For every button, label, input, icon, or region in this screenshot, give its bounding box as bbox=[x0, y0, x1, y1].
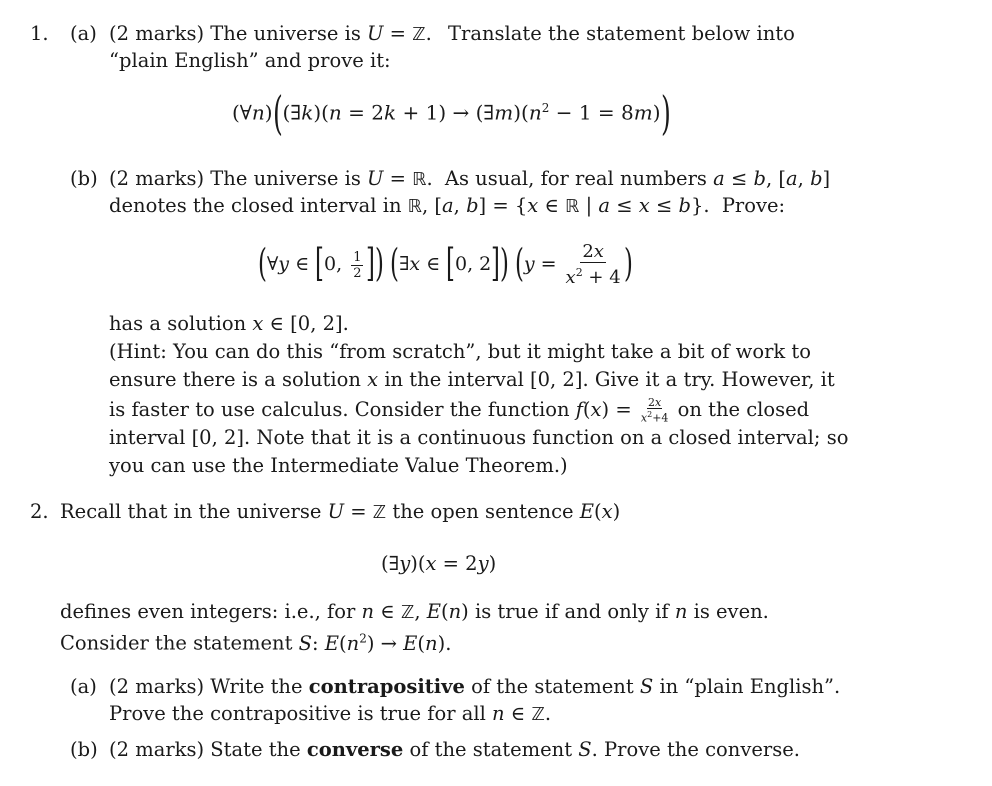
q1a-line2: “plain English” and prove it: bbox=[109, 49, 391, 72]
q2-intro: Recall that in the universe U = ℤ the open sentence E(x) bbox=[60, 500, 621, 523]
q1b-line1: (2 marks) The universe is U = ℝ. As usual, for real numbers a ≤ b, [a, b] bbox=[109, 167, 831, 190]
q1b-hint2: ensure there is a solution x in the interval [0, 2]. Give it a try. However, it bbox=[109, 368, 835, 391]
q2-defines: defines even integers: i.e., for n ∈ ℤ, E(n) is true if and only if n is even. bbox=[60, 600, 769, 623]
q1b-hint5: you can use the Intermediate Value Theorem.) bbox=[109, 454, 568, 477]
q1b-label: (b) bbox=[70, 167, 98, 190]
q1b-hint3: is faster to use calculus. Consider the function f(x) = $\frac{2x}{x^2+4}$ on the closed bbox=[109, 396, 810, 425]
q1b-line2: denotes the closed interval in ℝ, [a, b] = {x ∈ ℝ | a ≤ x ≤ b}. Prove: bbox=[109, 194, 786, 217]
q2-formula: (∃y)(x = 2y) bbox=[381, 552, 497, 575]
q1a-formula: (∀n)((∃k)(n = $2k + 1) \to (\exists m)(n^2 - 1 = 8m)$) bbox=[232, 85, 671, 140]
q1a-label: (a) bbox=[70, 22, 97, 45]
q1a-line1: (2 marks) The universe is U = ℤ. Translate the statement below into bbox=[109, 22, 795, 45]
q2a-line2: Prove the contrapositive is true for all n ∈ ℤ. bbox=[109, 702, 552, 725]
q2-consider: Consider the statement S: $E(n^2) \to E(n)$. bbox=[60, 631, 452, 655]
q1-number: 1. bbox=[30, 22, 49, 45]
q2a-label: (a) bbox=[70, 675, 97, 698]
q2b-label: (b) bbox=[70, 738, 98, 761]
q2b-line1: (2 marks) State the converse of the statement S. Prove the converse. bbox=[109, 738, 800, 761]
q1b-after: has a solution x ∈ [0, 2]. bbox=[109, 312, 349, 335]
q2-number: 2. bbox=[30, 500, 49, 523]
q1b-formula: (∀y ∈ [0, $\frac{1}{2}$ ]) (∃x ∈ [0, 2]) (y = $\frac{2x}{x^2 + 4}$ ) bbox=[257, 241, 633, 288]
q2a-line1: (2 marks) Write the contrapositive of the statement S in “plain English”. bbox=[109, 675, 841, 698]
q1b-hint4: interval [0, 2]. Note that it is a continuous function on a closed interval; so bbox=[109, 426, 849, 449]
q1b-hint1: (Hint: You can do this “from scratch”, but it might take a bit of work to bbox=[109, 340, 811, 363]
